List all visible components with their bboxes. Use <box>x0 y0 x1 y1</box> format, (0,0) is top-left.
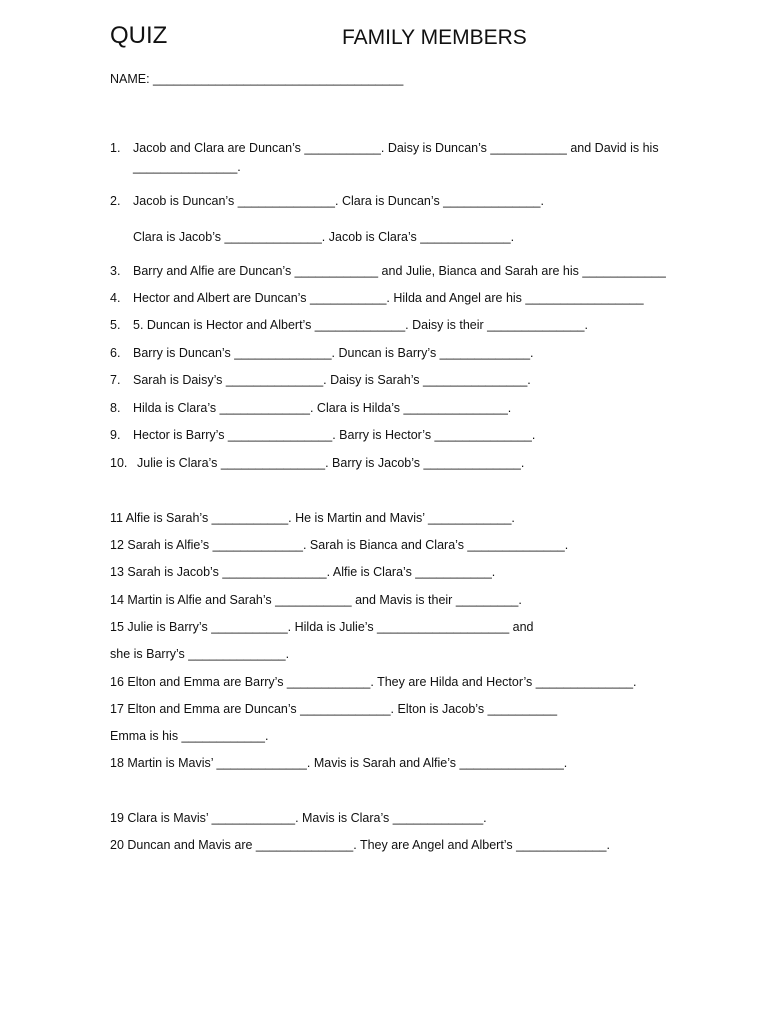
quiz-title: QUIZ <box>110 22 168 49</box>
quiz-subtitle: FAMILY MEMBERS <box>342 26 527 49</box>
question-number: 4. <box>110 291 121 305</box>
question-text: 14 Martin is Alfie and Sarah’s ___________ and Mavis is their _________. <box>110 593 522 607</box>
question-text: Julie is Clara’s _______________. Barry is Jacob’s ______________. <box>137 456 525 470</box>
question-text: she is Barry’s ______________. <box>110 647 290 661</box>
question-text: Jacob and Clara are Duncan’s ___________. Daisy is Duncan’s ___________ and David is his <box>133 141 659 155</box>
question-number: 7. <box>110 373 121 387</box>
question-text: 11 Alfie is Sarah’s ___________. He is Martin and Mavis’ ____________. <box>110 511 515 525</box>
question-text: Emma is his ____________. <box>110 729 269 743</box>
question-text: 5. Duncan is Hector and Albert’s _____________. Daisy is their ______________. <box>133 318 588 332</box>
question-number: 5. <box>110 318 121 332</box>
name-line: NAME: ____________________________________ <box>110 72 404 86</box>
question-text: 16 Elton and Emma are Barry’s ____________. They are Hilda and Hector’s ______________. <box>110 675 637 689</box>
question-text: 12 Sarah is Alfie’s _____________. Sarah is Bianca and Clara’s ______________. <box>110 538 569 552</box>
question-text: Sarah is Daisy’s ______________. Daisy is Sarah’s _______________. <box>133 373 531 387</box>
question-number: 10. <box>110 456 128 470</box>
question-text: Hector is Barry’s _______________. Barry is Hector’s ______________. <box>133 428 536 442</box>
question-text: Barry is Duncan’s ______________. Duncan is Barry’s _____________. <box>133 346 534 360</box>
question-text: Hector and Albert are Duncan’s ___________. Hilda and Angel are his _________________ <box>133 291 644 305</box>
question-number: 2. <box>110 194 121 208</box>
question-text: 19 Clara is Mavis’ ____________. Mavis is Clara’s _____________. <box>110 811 487 825</box>
question-number: 9. <box>110 428 121 442</box>
question-text: 15 Julie is Barry’s ___________. Hilda is Julie’s ___________________ and <box>110 620 534 634</box>
question-text: 20 Duncan and Mavis are ______________. They are Angel and Albert’s _____________. <box>110 838 610 852</box>
question-text: _______________. <box>133 160 241 174</box>
question-text: 17 Elton and Emma are Duncan’s _____________. Elton is Jacob’s __________ <box>110 702 558 716</box>
question-text: 13 Sarah is Jacob’s _______________. Alfie is Clara’s ___________. <box>110 565 496 579</box>
question-number: 6. <box>110 346 121 360</box>
question-text: Clara is Jacob’s ______________. Jacob is Clara’s _____________. <box>133 230 515 244</box>
question-number: 1. <box>110 141 121 155</box>
question-text: Hilda is Clara’s _____________. Clara is Hilda’s _______________. <box>133 401 512 415</box>
question-text: Jacob is Duncan’s ______________. Clara is Duncan’s ______________. <box>133 194 544 208</box>
question-number: 3. <box>110 264 121 278</box>
question-text: 18 Martin is Mavis’ _____________. Mavis is Sarah and Alfie’s _______________. <box>110 756 568 770</box>
question-number: 8. <box>110 401 121 415</box>
question-text: Barry and Alfie are Duncan’s ____________ and Julie, Bianca and Sarah are his ____________ <box>133 264 666 278</box>
